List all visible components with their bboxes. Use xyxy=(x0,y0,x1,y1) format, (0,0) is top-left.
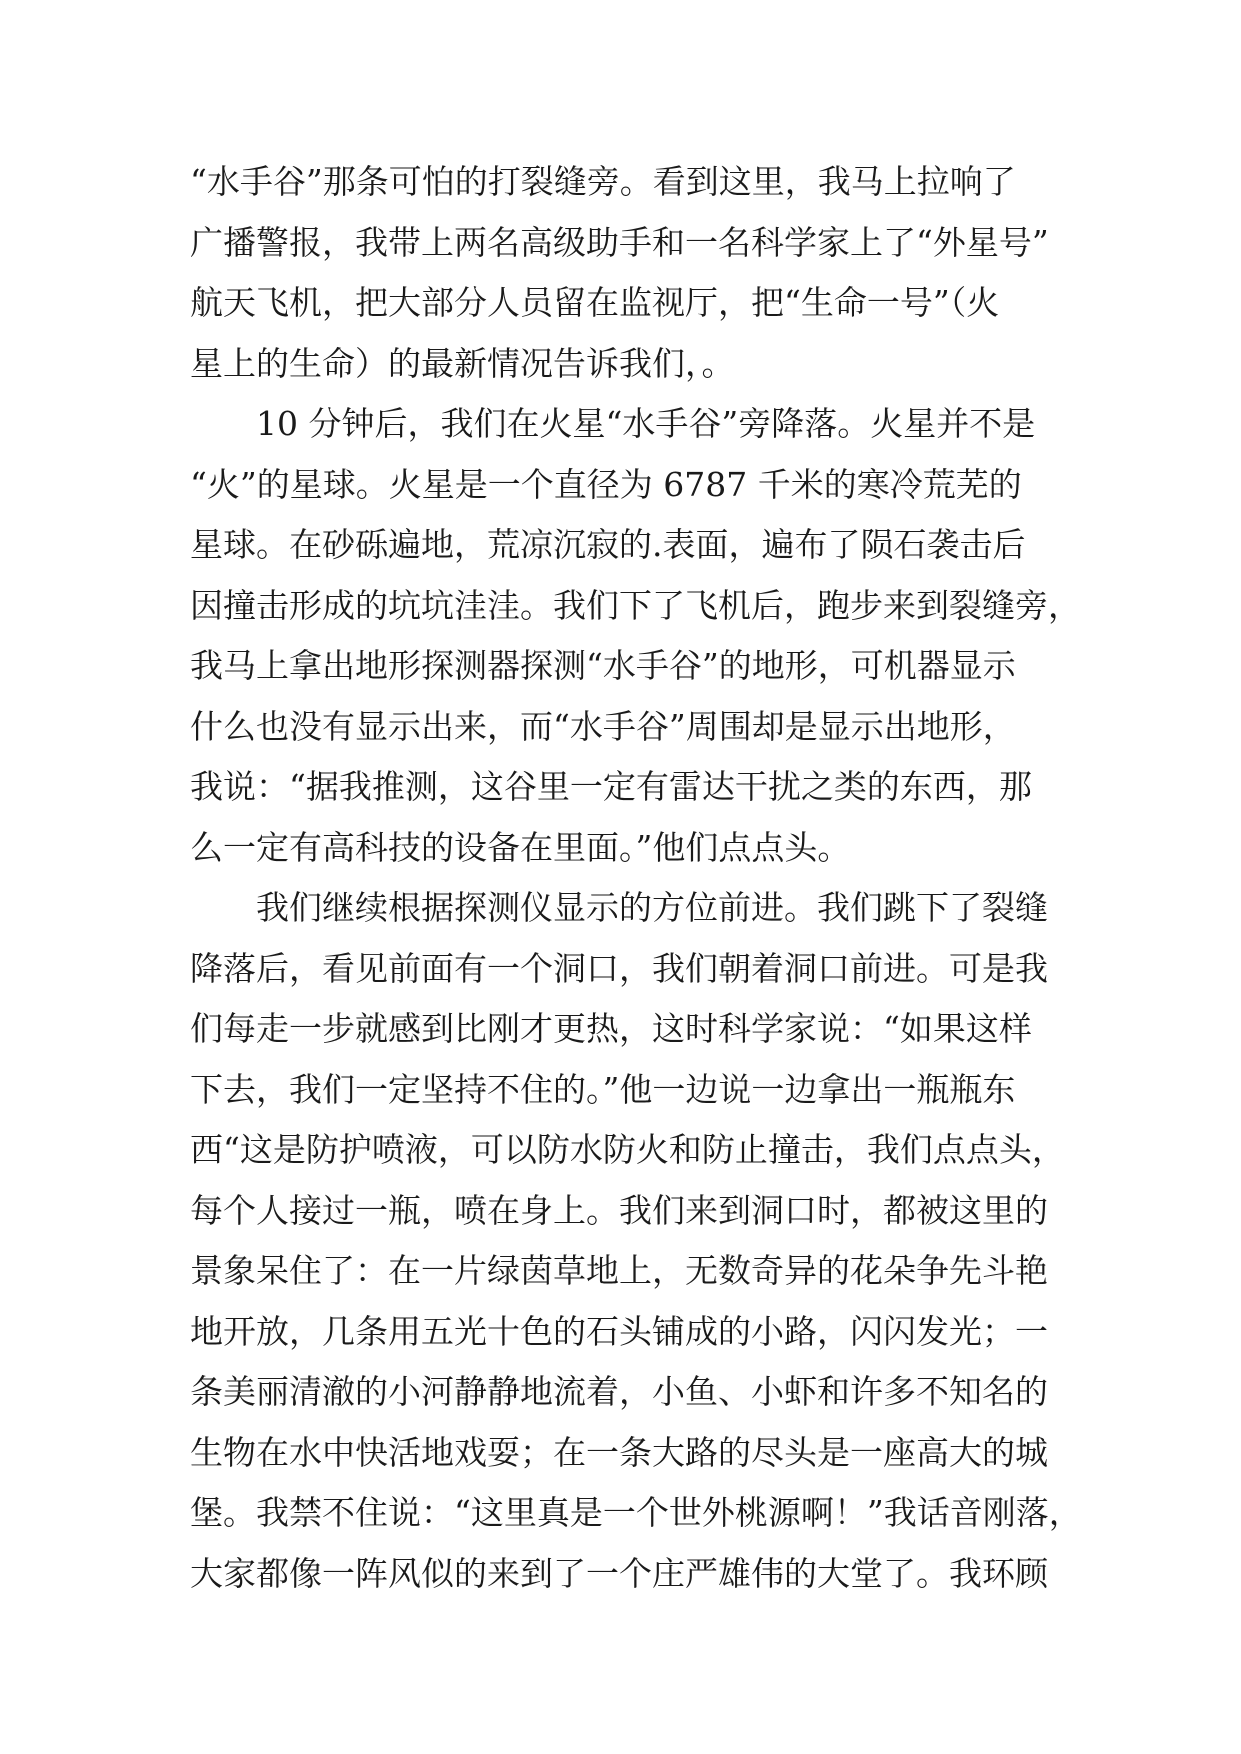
text-line: 降落后，看见前面有一个洞口，我们朝着洞口前进。可是我 xyxy=(190,948,1048,988)
text-line: 堡。我禁不住说：“这里真是一个世外桃源啊！”我话音刚落， xyxy=(190,1493,1082,1532)
text-line: 下去，我们一定坚持不住的。”他一边说一边拿出一瓶瓶东 xyxy=(190,1069,1016,1109)
text-line: 广播警报，我带上两名高级助手和一名科学家上了“外星号” xyxy=(190,222,1049,262)
text-line: 们每走一步就感到比刚才更热，这时科学家说：“如果这样 xyxy=(190,1009,1032,1048)
text-line: 大家都像一阵风似的来到了一个庄严雄伟的大堂了。我环顾 xyxy=(190,1553,1048,1593)
text-line: 地开放，几条用五光十色的石头铺成的小路，闪闪发光；一 xyxy=(190,1311,1048,1351)
text-line: 我马上拿出地形探测器探测“水手谷”的地形，可机器显示 xyxy=(190,646,1016,685)
text-line: 我说：“据我推测，这谷里一定有雷达干扰之类的东西，那 xyxy=(190,767,1032,806)
text-line: “火”的星球。火星是一个直径为 6787 千米的寒冷荒芜的 xyxy=(190,464,1022,504)
body-text xyxy=(190,152,1082,1604)
text-line: 景象呆住了：在一片绿茵草地上，无数奇异的花朵争先斗艳 xyxy=(190,1251,1048,1290)
text-line: 什么也没有显示出来，而“水手谷”周围却是显示出地形， xyxy=(190,706,1016,746)
text-line: 么一定有高科技的设备在里面。”他们点点头。 xyxy=(190,827,851,867)
text-line: 星球。在砂砾遍地，荒凉沉寂的.表面，遍布了陨石袭击后 xyxy=(190,525,1026,564)
text-line: 西“这是防护喷液，可以防水防火和防止撞击，我们点点头， xyxy=(190,1130,1065,1169)
text-line: 每个人接过一瓶，喷在身上。我们来到洞口时，都被这里的 xyxy=(190,1190,1048,1230)
paragraph-first-line: 我们继续根据探测仪显示的方位前进。我们跳下了裂缝 xyxy=(256,888,1048,927)
text-line: 因撞击形成的坑坑洼洼。我们下了飞机后，跑步来到裂缝旁， xyxy=(190,585,1081,625)
text-line: “水手谷”那条可怕的打裂缝旁。看到这里，我马上拉响了 xyxy=(190,162,1016,201)
text-line: 航天飞机，把大部分人员留在监视厅，把“生命一号”（火 xyxy=(190,283,1000,322)
text-line: 条美丽清澈的小河静静地流着，小鱼、小虾和许多不知名的 xyxy=(190,1372,1048,1411)
paragraph-first-line: 10 分钟后，我们在火星“水手谷”旁降落。火星并不是 xyxy=(256,404,1036,443)
text-line: 星上的生命）的最新情况告诉我们，。 xyxy=(190,343,735,383)
text-line: 生物在水中快活地戏耍；在一条大路的尽头是一座高大的城 xyxy=(190,1432,1048,1472)
